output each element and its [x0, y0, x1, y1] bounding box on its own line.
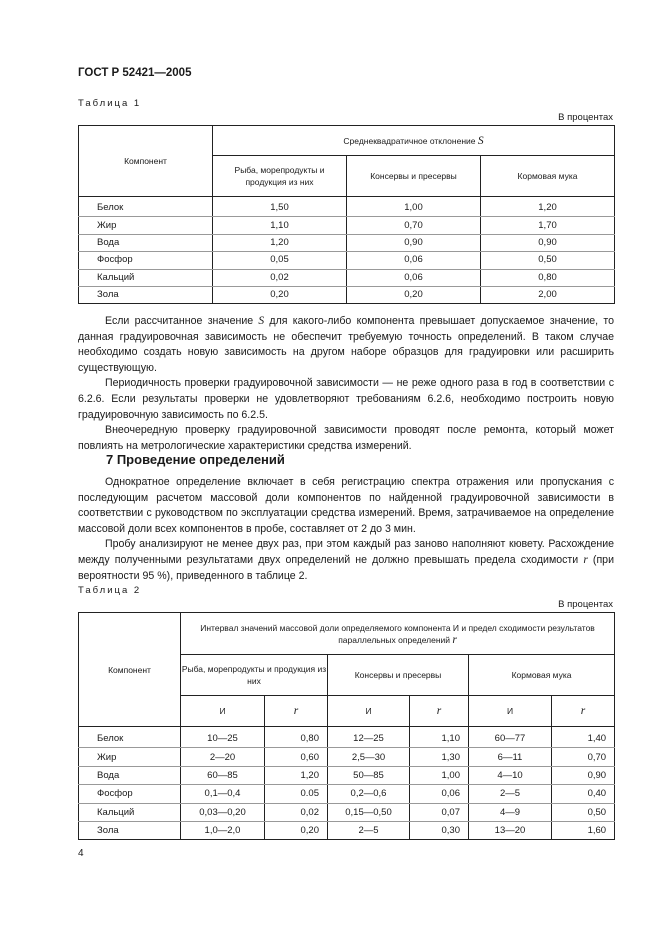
table2-subheader-r: r: [410, 696, 469, 727]
row-label: Фосфор: [79, 785, 181, 803]
paragraph-block-1: [78, 314, 614, 454]
table-cell: 2—5: [469, 785, 552, 803]
table-cell: 1,40: [552, 730, 615, 748]
table2-subheader-i: И: [469, 696, 552, 727]
table-cell: 0,02: [265, 803, 328, 821]
table2-subheader-i: И: [181, 696, 265, 727]
paragraph-block-2: [78, 475, 614, 584]
table-cell: 1,20: [481, 200, 615, 217]
table-cell: 0,70: [552, 748, 615, 766]
table-cell: 50—85: [328, 766, 410, 784]
table-cell: 0,20: [347, 286, 481, 303]
row-label: Кальций: [79, 803, 181, 821]
table-cell: 2—5: [328, 821, 410, 839]
table-row: [79, 730, 615, 748]
table-cell: 0,15—0,50: [328, 803, 410, 821]
table-cell: 0,1—0,4: [181, 785, 265, 803]
table-cell: 2,5—30: [328, 748, 410, 766]
table-cell: 1,60: [552, 821, 615, 839]
table-row: [79, 821, 615, 839]
row-label: Жир: [79, 217, 213, 234]
table2-subheader-i: И: [328, 696, 410, 727]
table2-header-cans: Консервы и пресервы: [328, 655, 469, 696]
table-cell: 0,20: [213, 286, 347, 303]
row-label: Вода: [79, 234, 213, 251]
table1-header-component: Компонент: [79, 126, 213, 197]
table-cell: 0,90: [347, 234, 481, 251]
table1-header-group: [213, 126, 615, 156]
row-label: Жир: [79, 748, 181, 766]
table-cell: 0,20: [265, 821, 328, 839]
table-cell: 0,50: [481, 252, 615, 269]
table1-header-group-text: Среднеквадратичное отклонение: [343, 135, 476, 146]
table-cell: 0,50: [552, 803, 615, 821]
table-cell: 1,0—2,0: [181, 821, 265, 839]
row-label: Белок: [79, 200, 213, 217]
table-cell: 0,05: [213, 252, 347, 269]
table2-subheader-r: r: [552, 696, 615, 727]
table-cell: 0,06: [410, 785, 469, 803]
table-cell: 13—20: [469, 821, 552, 839]
table-cell: 0,2—0,6: [328, 785, 410, 803]
table-cell: 0,06: [347, 269, 481, 286]
row-label: Вода: [79, 766, 181, 784]
table2-caption: Таблица 2: [78, 585, 142, 596]
table1: [78, 125, 615, 304]
table-cell: 0,30: [410, 821, 469, 839]
table-cell: 4—9: [469, 803, 552, 821]
table-row: [79, 217, 615, 234]
table1-header-cans: Консервы и пресервы: [347, 156, 481, 197]
paragraph-s-check: Если рассчитанное значение S для какого-либо компонента превышает допускаемое значение, то данная градуировочная зависимость не обеспечит требуемую точность определений. В таком случае необходимо создать новую зависимость на другом наборе образцов для градуировки или расширить существующую.: [78, 315, 614, 374]
symbol-s: S: [258, 315, 265, 327]
table-cell: 0,80: [265, 730, 328, 748]
table-cell: 0,90: [552, 766, 615, 784]
table-row: [79, 748, 615, 766]
row-label: Зола: [79, 286, 213, 303]
table-cell: 0,03—0,20: [181, 803, 265, 821]
table-cell: 0,90: [481, 234, 615, 251]
table-cell: 0,60: [265, 748, 328, 766]
table-cell: 0,07: [410, 803, 469, 821]
row-label: Белок: [79, 730, 181, 748]
table-cell: 1,00: [347, 200, 481, 217]
table1-caption: Таблица 1: [78, 98, 142, 109]
table-cell: 10—25: [181, 730, 265, 748]
table2-header-component: Компонент: [79, 613, 181, 727]
table-cell: 1,30: [410, 748, 469, 766]
table-row: [79, 286, 615, 303]
table-cell: 0,70: [347, 217, 481, 234]
row-label: Фосфор: [79, 252, 213, 269]
table-row: [79, 785, 615, 803]
table-cell: 1,20: [213, 234, 347, 251]
row-label: Зола: [79, 821, 181, 839]
table-cell: 60—85: [181, 766, 265, 784]
paragraph-repeatability: Пробу анализируют не менее двух раз, при этом каждый раз заново наполняют кювету. Расхождение между полученными результатами двух определений не должно превышать предела сходимости r (при вероятности 95 %), приведенного в таблице 2.: [78, 538, 614, 582]
document-code: ГОСТ Р 52421—2005: [78, 67, 192, 79]
table-cell: 4—10: [469, 766, 552, 784]
table-row: [79, 252, 615, 269]
table2-header-group: Интервал значений массовой доли определяемого компонента И и предел сходимости результатов параллельных определений r: [181, 613, 615, 655]
table-cell: 0.05: [265, 785, 328, 803]
section-heading: 7 Проведение определений: [106, 452, 285, 467]
table-cell: 2,00: [481, 286, 615, 303]
table-cell: 2—20: [181, 748, 265, 766]
table2-header-meal: Кормовая мука: [469, 655, 615, 696]
table2-unit: В процентах: [558, 599, 613, 610]
table-cell: 1,20: [265, 766, 328, 784]
row-label: Кальций: [79, 269, 213, 286]
table-cell: 0,02: [213, 269, 347, 286]
table-cell: 1,10: [410, 730, 469, 748]
table-cell: 1,50: [213, 200, 347, 217]
symbol-s: S: [477, 134, 484, 147]
table-cell: 1,00: [410, 766, 469, 784]
table-row: [79, 803, 615, 821]
table1-header-fish: Рыба, морепродукты и продукция из них: [213, 156, 347, 197]
table-cell: 1,10: [213, 217, 347, 234]
table-row: [79, 200, 615, 217]
table-row: [79, 269, 615, 286]
symbol-r: r: [583, 553, 588, 566]
table2-subheader-r: r: [265, 696, 328, 727]
table1-header-meal: Кормовая мука: [481, 156, 615, 197]
table-row: [79, 766, 615, 784]
table2-header-fish: Рыба, морепродукты и продукция из них: [181, 655, 328, 696]
table2: [78, 612, 615, 840]
table-row: [79, 234, 615, 251]
page-number: 4: [78, 848, 84, 859]
table-cell: 12—25: [328, 730, 410, 748]
paragraph-determination: Однократное определение включает в себя регистрацию спектра отражения или пропускания с последующим расчетом массовой доли компонентов по найденной градуировочной зависимости в соответствии с руководством по эксплуатации средства измерений. Время, затрачиваемое на определение массовой доли всех компонентов в пробе, составляет от 2 до 3 мин.: [78, 476, 614, 535]
table1-unit: В процентах: [558, 112, 613, 123]
table-cell: 0,80: [481, 269, 615, 286]
paragraph-periodicity: Периодичность проверки градуировочной зависимости — не реже одного раза в год в соответствии с 6.2.6. Если результаты проверки не удовлетворяют требованиям 6.2.6, необходимо построить новую градуировочную зависимость по 6.2.5.: [78, 377, 614, 421]
table-cell: 0,06: [347, 252, 481, 269]
symbol-r: r: [452, 633, 457, 646]
table-cell: 6—11: [469, 748, 552, 766]
table-cell: 60—77: [469, 730, 552, 748]
table-cell: 1,70: [481, 217, 615, 234]
paragraph-extraordinary: Внеочередную проверку градуировочной зависимости проводят после ремонта, который может повлиять на метрологические характеристики средства измерений.: [78, 424, 614, 452]
table-cell: 0,40: [552, 785, 615, 803]
